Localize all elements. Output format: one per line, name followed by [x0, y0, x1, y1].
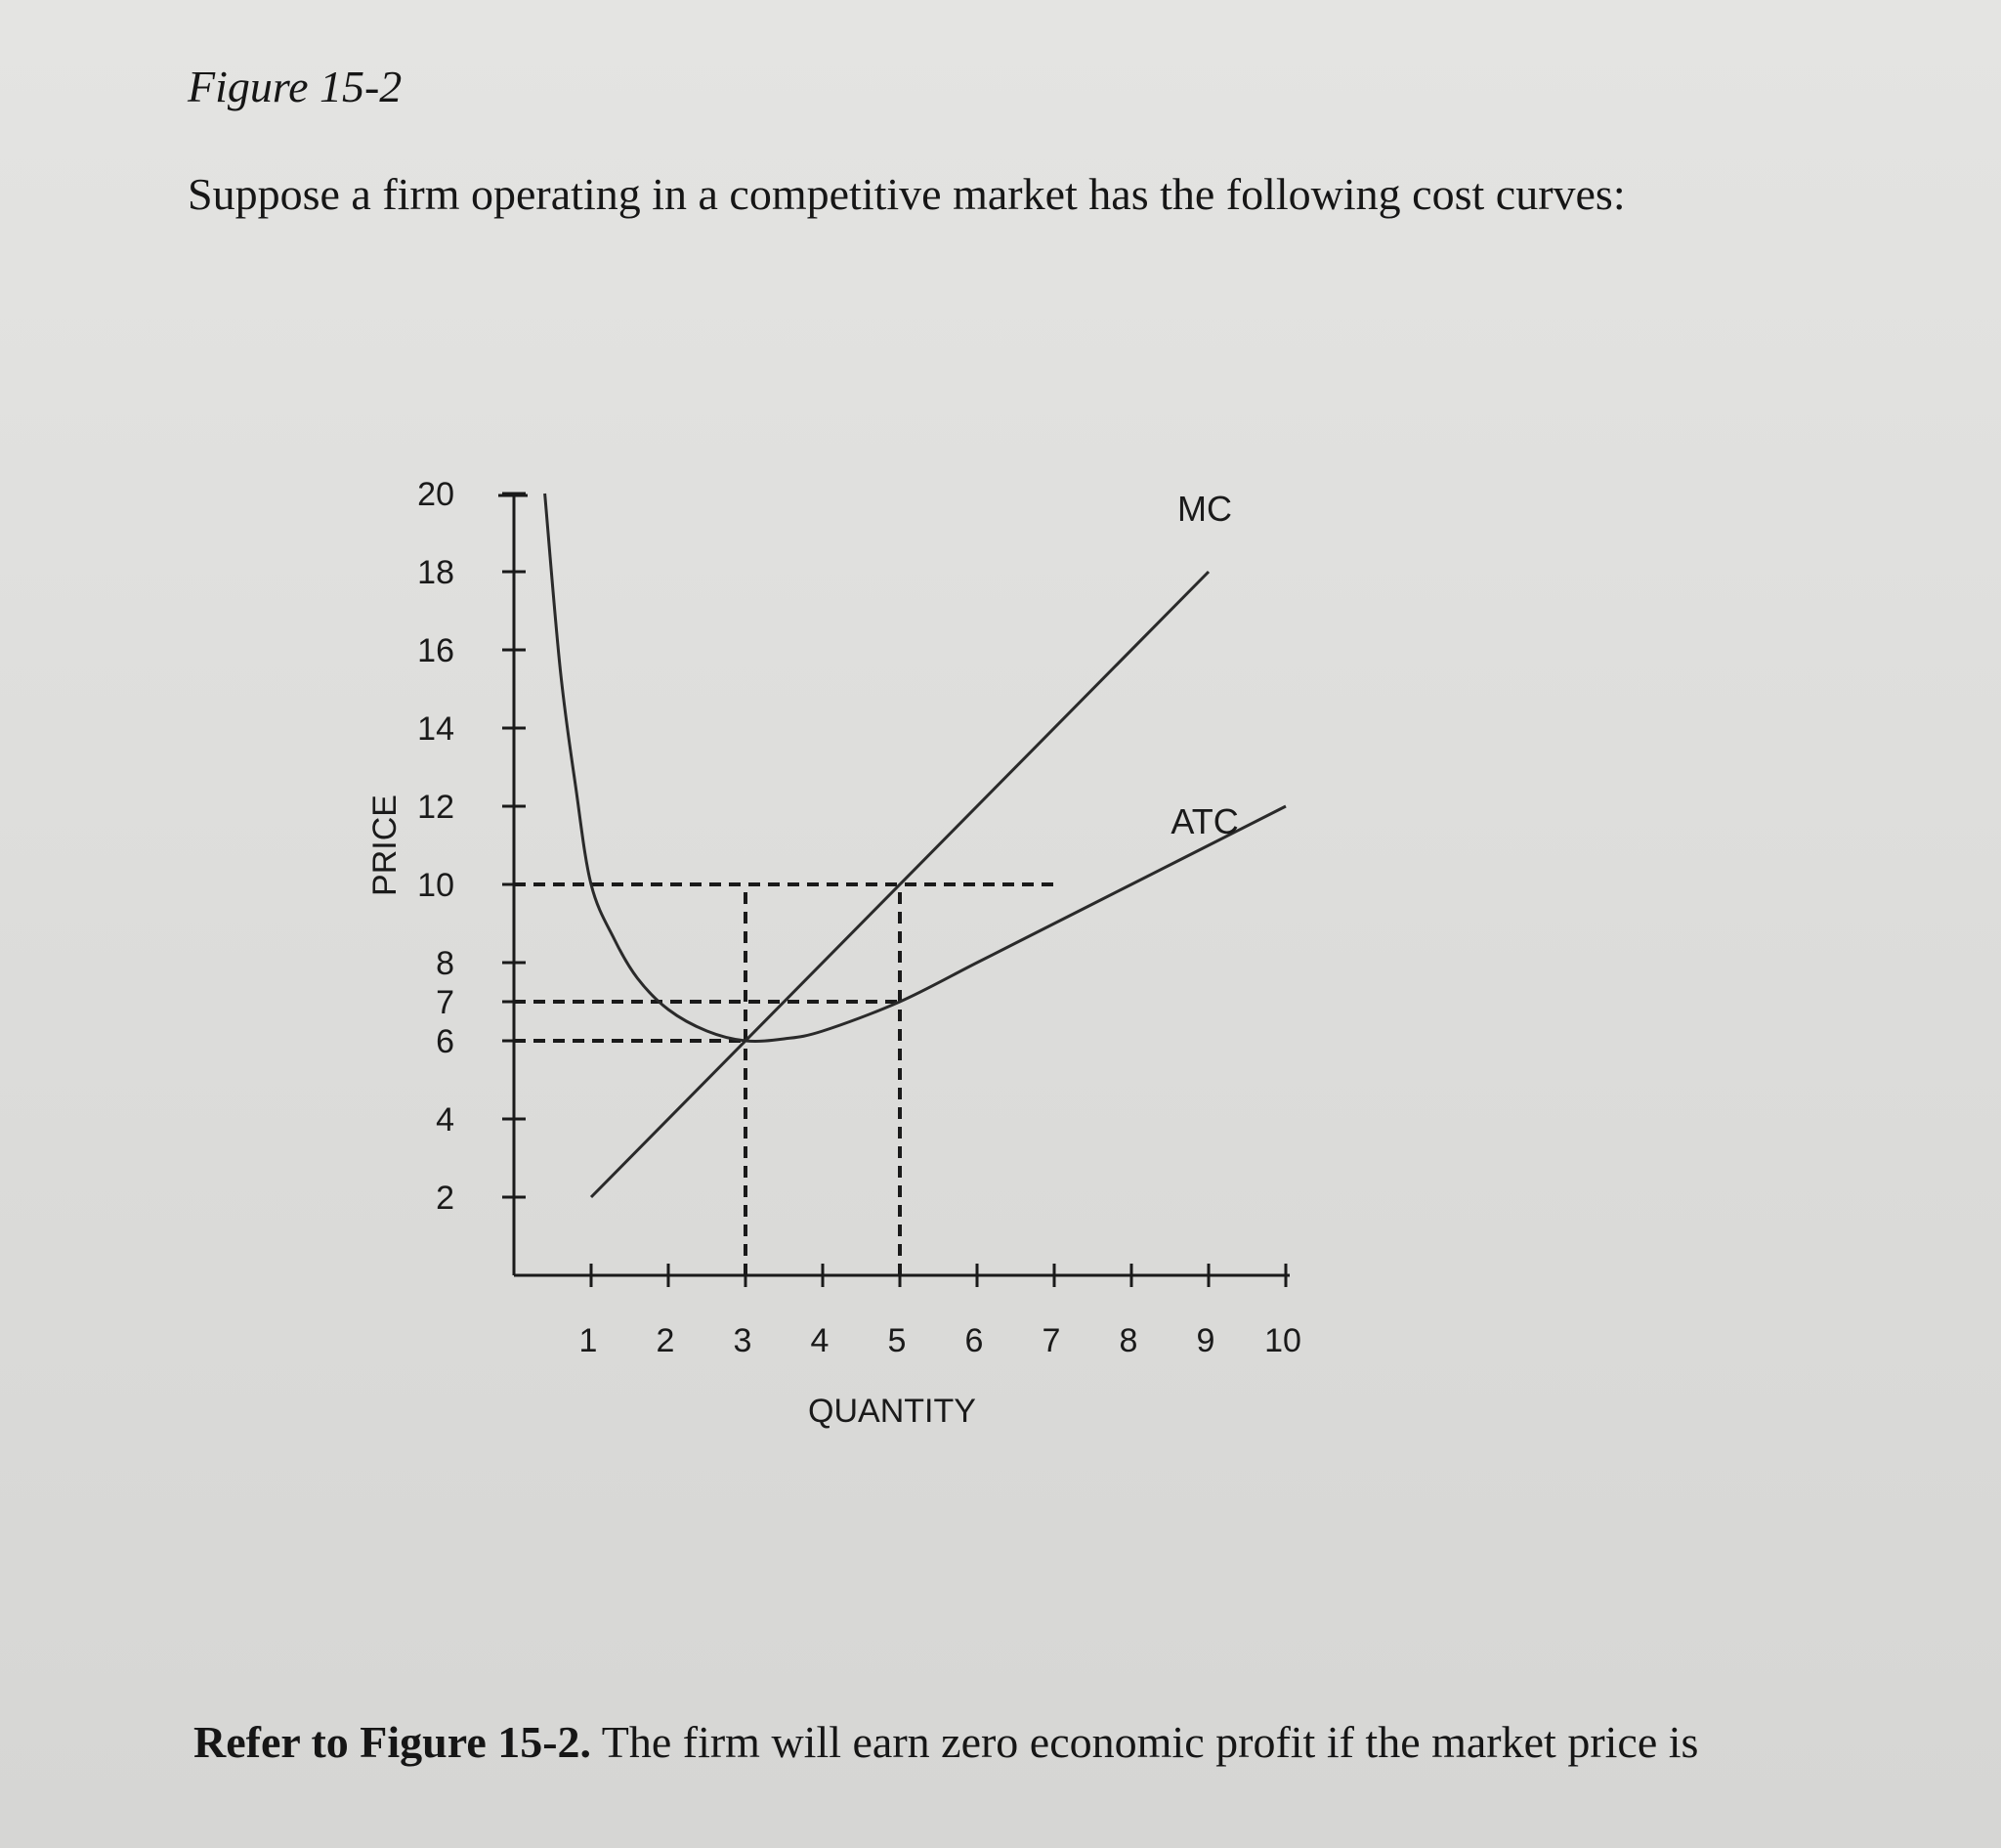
curves: [545, 494, 1286, 1197]
figure-title: Figure 15-2: [188, 62, 403, 111]
intro-text: Suppose a firm operating in a competitive market has the following cost curves:: [188, 169, 1626, 219]
x-tick-label: 3: [733, 1322, 752, 1359]
y-tick-label: 6: [436, 1023, 454, 1060]
x-tick-label: 10: [1264, 1322, 1301, 1359]
x-tick-label: 6: [964, 1322, 984, 1359]
y-tick-label: 18: [417, 554, 454, 591]
question-ref: Refer to Figure 15-2.: [193, 1717, 592, 1767]
mc-label: MC: [1177, 489, 1233, 529]
y-axis-label: PRICE: [366, 795, 404, 896]
question-text: [193, 1716, 1698, 1768]
x-axis-label: QUANTITY: [808, 1393, 976, 1430]
reference-lines: [514, 884, 1054, 1275]
x-tick-label: 9: [1196, 1322, 1215, 1359]
y-tick-label: 16: [417, 632, 454, 669]
atc-label: ATC: [1171, 801, 1239, 841]
y-tick-label: 7: [436, 984, 454, 1021]
x-tick-label: 5: [887, 1322, 907, 1359]
chart-labels: [366, 489, 1239, 1430]
atc-curve: [545, 494, 1286, 1041]
mc-curve: [591, 572, 1209, 1197]
x-tick-label: 2: [656, 1322, 675, 1359]
y-tick-label: 10: [417, 867, 454, 904]
y-tick-label: 12: [417, 789, 454, 826]
y-tick-label: 8: [436, 945, 454, 982]
y-tick-label: 4: [436, 1101, 454, 1139]
x-tick-label: 8: [1119, 1322, 1138, 1359]
chart-axes: [417, 476, 1301, 1359]
y-tick-label: 14: [417, 710, 454, 748]
y-tick-label: 2: [436, 1180, 454, 1217]
question-body: The firm will earn zero economic profit if the market price is: [591, 1717, 1699, 1767]
x-tick-label: 4: [810, 1322, 830, 1359]
x-tick-label: 7: [1042, 1322, 1061, 1359]
y-tick-label: 20: [417, 476, 454, 513]
x-tick-label: 1: [578, 1322, 598, 1359]
